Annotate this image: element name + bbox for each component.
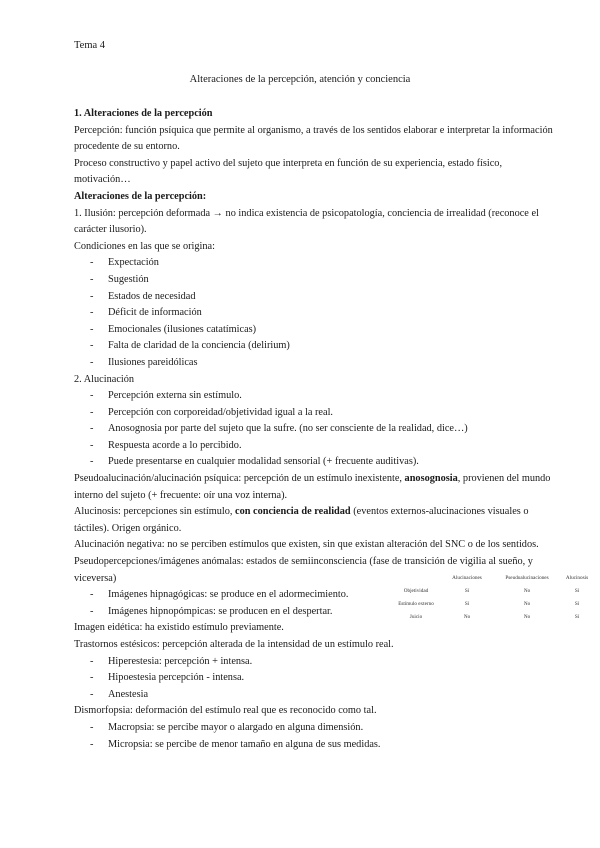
text-run: (eventos externos-alucinaciones visuales o táctiles). Origen orgánico. (74, 506, 529, 534)
document-body (74, 106, 554, 753)
list-item: - Anosognosia por parte del sujeto que la sufre. (no ser consciente de la realidad, dice…) (74, 421, 554, 438)
paragraph-alucinosis (74, 504, 554, 537)
table-cell: No (523, 588, 531, 594)
list-item: - Estados de necesidad (74, 289, 554, 306)
list-item: - Ilusiones pareidólicas (74, 355, 554, 372)
list-item: - Falta de claridad de la conciencia (delirium) (74, 338, 554, 355)
table-cell: Sí (574, 588, 580, 594)
table-row (390, 601, 595, 614)
paragraph-dismorfopsia: Dismorfopsia: deformación del estímulo real que es reconocido como tal. (74, 705, 377, 717)
list-item: - Macropsia: se percibe mayor o alargado en alguna dimensión. (74, 720, 554, 737)
list-item: - Emocionales (ilusiones catatímicas) (74, 322, 554, 339)
list-item: - Hiperestesia: percepción + intensa. (74, 654, 554, 671)
table-cell: Sí (464, 601, 470, 607)
table-cell: Sí (574, 601, 580, 607)
paragraph-pseudopercepciones: Pseudopercepciones/imágenes anómalas: estados de semiinconsciencia (fase de transición de vigilia al sueño, y viceversa) (74, 556, 533, 584)
list-item: - Sugestión (74, 272, 554, 289)
table-cell: No (523, 614, 531, 620)
table-header-cell: Alucinaciones (452, 575, 482, 581)
table-header-cell: Alucinosis (565, 575, 589, 581)
section-heading: 1. Alteraciones de la percepción (74, 108, 213, 119)
paragraph-pseudoalucinacion (74, 471, 554, 504)
list-item: - Micropsia: se percibe de menor tamaño en alguna de sus medidas. (74, 737, 554, 754)
paragraph-proceso: Proceso constructivo y papel activo del sujeto que interpreta en función de su experiencia, estado físico, motivación… (74, 157, 503, 186)
text-run: Alucinosis: percepciones sin estímulo, (74, 506, 236, 518)
text-run: Pseudoalucinación/alucinación psíquica: percepción de un estímulo inexistente, (74, 473, 405, 485)
topic-label: Tema 4 (74, 40, 106, 51)
table-cell: Objetividad (403, 588, 429, 594)
list-item: - Respuesta acorde a lo percibido. (74, 438, 554, 455)
bold-text: anosognosia (404, 473, 458, 485)
list-item: - Expectación (74, 255, 554, 272)
table-row (390, 588, 595, 601)
paragraph-eidetica: Imagen eidética: ha existido estímulo previamente. (74, 622, 284, 634)
paragraph-alucinacion: 2. Alucinación (74, 373, 135, 385)
list-item: - Percepción externa sin estímulo. (74, 388, 554, 405)
paragraph-alucinacion-negativa: Alucinación negativa: no se perciben estímulos que existen, sin que existan alteración del SNC o de los sentidos. (74, 539, 539, 551)
paragraph-percepcion: Percepción: función psíquica que permite al organismo, a través de los sentidos elaborar e interpretar la información procedente de su entorno. (74, 124, 553, 153)
subheading-alteraciones: Alteraciones de la percepción: (74, 190, 207, 202)
table-cell: Sí (464, 588, 470, 594)
table-header-cell: Pseudoalucinaciones (505, 575, 549, 581)
table-header-row (390, 575, 595, 588)
table-cell: No (523, 601, 531, 607)
list-item: - Percepción con corporeidad/objetividad igual a la real. (74, 405, 554, 422)
list-item: - Déficit de información (74, 305, 554, 322)
conditions-label: Condiciones en las que se origina: (74, 240, 215, 252)
list-item: - Anestesia (74, 687, 554, 704)
page-title: Alteraciones de la percepción, atención y conciencia (189, 74, 411, 85)
table-cell: Sí (574, 614, 580, 620)
text-run: , provienen del mundo interno del sujeto (+ frecuente: oír una voz interna). (74, 473, 551, 501)
paragraph-ilusion: 1. Ilusión: percepción deformada → no indica existencia de psicopatología, conciencia de irrealidad (reconoce el carácter ilusorio). (74, 207, 539, 236)
list-item: - Hipoestesia percepción - intensa. (74, 670, 554, 687)
list-item: - Puede presentarse en cualquier modalidad sensorial (+ frecuente auditivas). (74, 454, 554, 471)
list-item: - Imágenes hipnagógicas: se produce en el adormecimiento. (74, 587, 554, 604)
bold-text: con conciencia de realidad (235, 506, 351, 518)
table-cell: No (463, 614, 471, 620)
table-cell: Estímulo externo (398, 601, 434, 607)
paragraph-esteticos: Trastornos estésicos: percepción alterada de la intensidad de un estímulo real. (74, 639, 394, 650)
comparison-table (390, 575, 595, 627)
list-item: - Imágenes hipnopómpicas: se producen en el despertar. (74, 604, 554, 621)
table-cell: Juicio (409, 614, 423, 620)
table-row (390, 614, 595, 627)
